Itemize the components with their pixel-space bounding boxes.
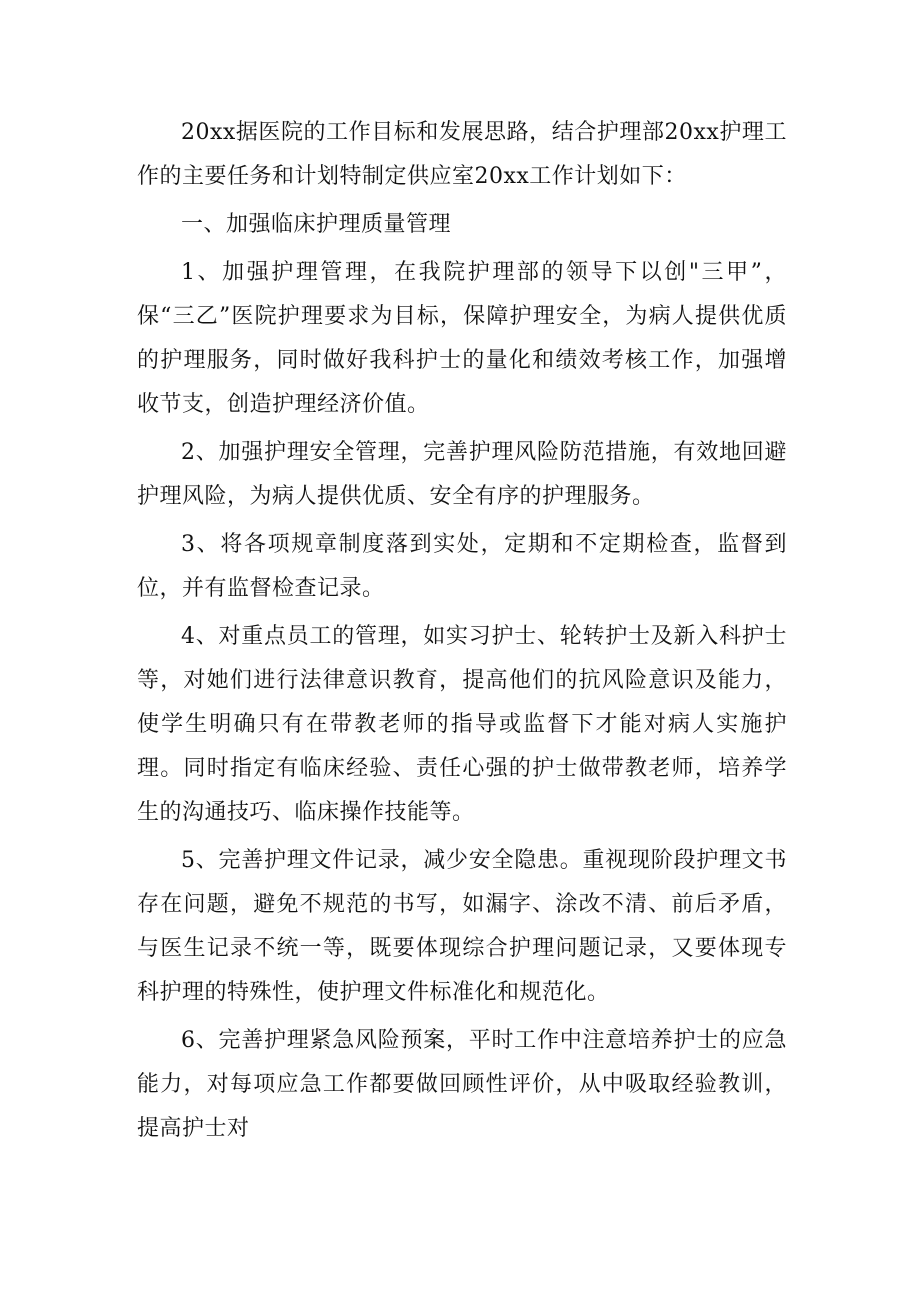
item-paragraph-1: 1、加强护理管理，在我院护理部的领导下以创"三甲”，保“三乙”医院护理要求为目标，保障护理安全，为病人提供优质的护理服务，同时做好我科护士的量化和绩效考核工作，加强增收节支，创造护理经济价值。 <box>137 260 787 417</box>
item-paragraph-5: 5、完善护理文件记录，减少安全隐患。重视现阶段护理文书存在问题，避免不规范的书写，如漏字、涂改不清、前后矛盾，与医生记录不统一等，既要体现综合护理问题记录，又要体现专科护理的特殊性，使护理文件标准化和规范化。 <box>137 848 787 1005</box>
intro-paragraph: 20xx据医院的工作目标和发展思路，结合护理部20xx护理工作的主要任务和计划特制定供应室20xx工作计划如下： <box>137 120 787 189</box>
document-body <box>137 111 787 1155</box>
item-paragraph-2: 2、加强护理安全管理，完善护理风险防范措施，有效地回避护理风险，为病人提供优质、安全有序的护理服务。 <box>137 440 787 509</box>
section-heading: 一、加强临床护理质量管理 <box>181 212 452 237</box>
item-paragraph-6: 6、完善护理紧急风险预案，平时工作中注意培养护士的应急能力，对每项应急工作都要做回顾性评价，从中吸取经验教训，提高护士对 <box>137 1028 787 1141</box>
item-paragraph-3: 3、将各项规章制度落到实处，定期和不定期检查，监督到位，并有监督检查记录。 <box>137 532 787 601</box>
item-paragraph-4: 4、对重点员工的管理，如实习护士、轮转护士及新入科护士等，对她们进行法律意识教育，提高他们的抗风险意识及能力，使学生明确只有在带教老师的指导或监督下才能对病人实施护理。同时指定有临床经验、责任心强的护士做带教老师，培养学生的沟通技巧、临床操作技能等。 <box>137 624 787 825</box>
